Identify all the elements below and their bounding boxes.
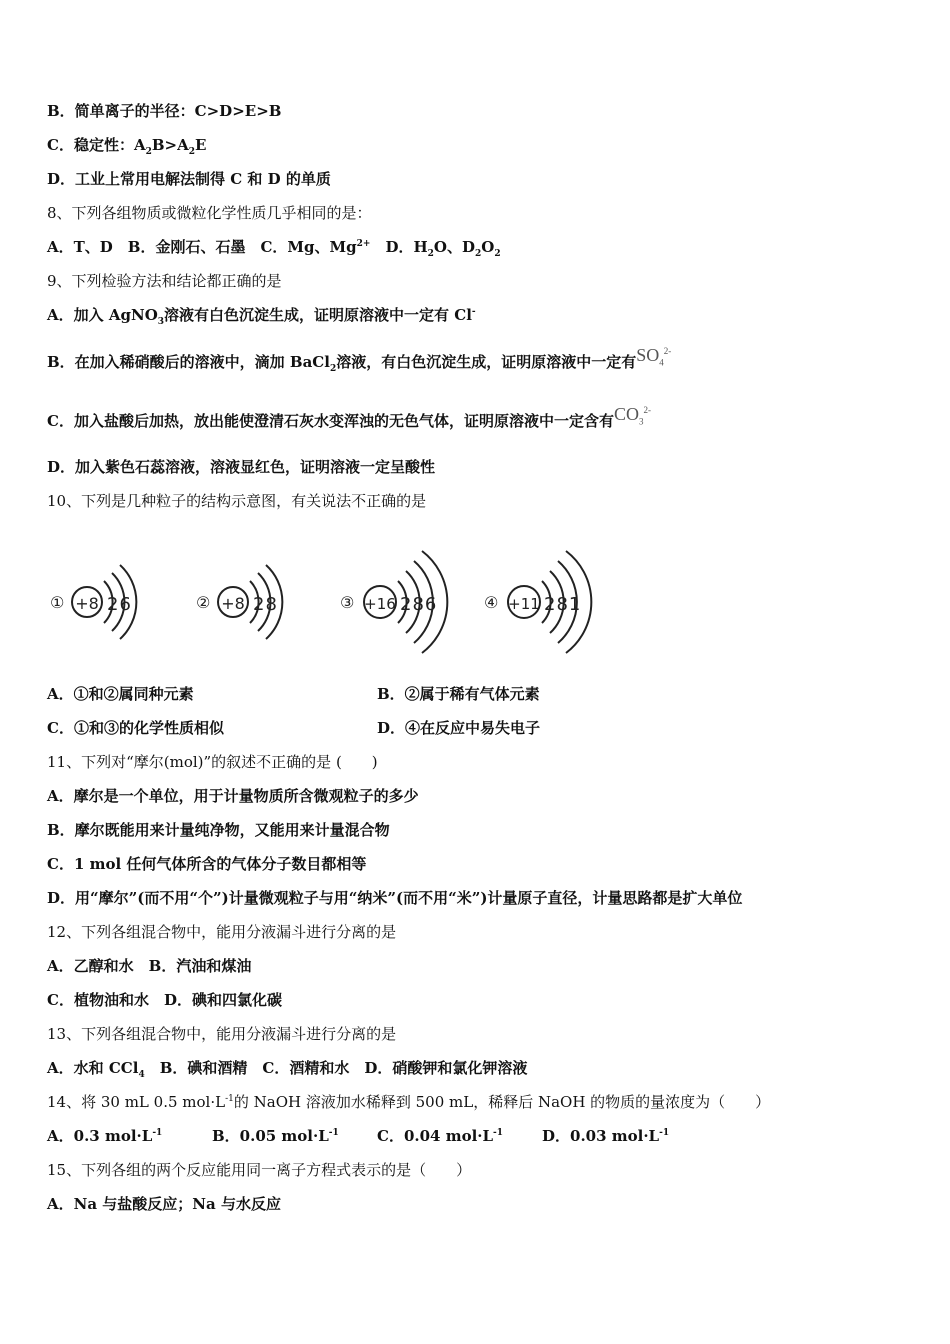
q9-option-a: A．加入 AgNO$_3$溶液有白色沉淀生成，证明原溶液中一定有 Cl- bbox=[47, 306, 476, 327]
atom-3-shells: 286 bbox=[400, 594, 438, 615]
q13-stem: 13、下列各组混合物中，能用分液漏斗进行分离的是 bbox=[47, 1025, 397, 1043]
q12-options-ab: A．乙醇和水 B．汽油和煤油 bbox=[47, 957, 252, 975]
q7-option-b: B．简单离子的半径：C>D>E>B bbox=[47, 102, 282, 120]
q9-option-b: B．在加入稀硝酸后的溶液中，滴加 BaCl$_2$溶液，有白色沉淀生成，证明原溶液中一定有$SO_4^{2-}$ bbox=[47, 345, 672, 374]
atom-4-label: ④ bbox=[484, 593, 499, 612]
atom-1-label: ① bbox=[50, 593, 65, 612]
atom-diagram-2 bbox=[196, 565, 282, 639]
q14-option-c: C．0.04 $mol\cdot L^{-1}$ bbox=[377, 1127, 504, 1145]
atom-2-shells: 28 bbox=[253, 594, 278, 615]
q7-option-d: D．工业上常用电解法制得 C 和 D 的单质 bbox=[47, 170, 331, 188]
q15-option-a: A．Na 与盐酸反应；Na 与水反应 bbox=[47, 1195, 281, 1213]
sulfate-ion: $SO_4^{2-}$ bbox=[636, 345, 672, 368]
q11-option-d: D．用“摩尔”(而不用“个”)计量微观粒子与用“纳米”(而不用“米”)计量原子直径，计量思路都是扩大单位 bbox=[47, 889, 743, 907]
q7-option-c: C．稳定性：$A_2B>A_2E$ bbox=[47, 136, 207, 157]
atom-diagram-1 bbox=[50, 565, 136, 639]
q14-option-b: B．0.05 $mol\cdot L^{-1}$ bbox=[212, 1127, 339, 1145]
q11-option-c: C．1 mol 任何气体所含的气体分子数目都相等 bbox=[47, 855, 367, 873]
q9-option-d: D．加入紫色石蕊溶液，溶液显红色，证明溶液一定呈酸性 bbox=[47, 458, 436, 476]
atom-3-nucleus: +16 bbox=[364, 595, 396, 613]
q11-stem: 11、下列对“摩尔(mol)”的叙述不正确的是 ( ) bbox=[47, 753, 378, 771]
q11-option-a: A．摩尔是一个单位，用于计量物质所含微观粒子的多少 bbox=[47, 787, 419, 805]
q10-option-d: D．④在反应中易失电子 bbox=[377, 719, 541, 737]
q12-stem: 12、下列各组混合物中，能用分液漏斗进行分离的是 bbox=[47, 923, 397, 941]
atom-diagram-4 bbox=[484, 551, 591, 653]
q8-options: A．T、D B．金刚石、石墨 C．Mg、$Mg^{2+}$ D．$H_2O$、$D_2O_2$ bbox=[47, 238, 501, 259]
atomic-structure-diagrams bbox=[44, 545, 604, 665]
q11-option-b: B．摩尔既能用来计量纯净物，又能用来计量混合物 bbox=[47, 821, 390, 839]
q9-option-c: C．加入盐酸后加热，放出能使澄清石灰水变浑浊的无色气体，证明原溶液中一定含有$CO_3^{2-}$ bbox=[47, 404, 651, 430]
q15-stem: 15、下列各组的两个反应能用同一离子方程式表示的是（ ） bbox=[47, 1161, 472, 1179]
atom-1-nucleus: +8 bbox=[75, 594, 99, 613]
q10-option-c: C．①和③的化学性质相似 bbox=[47, 719, 224, 737]
atom-diagram-3 bbox=[340, 551, 447, 653]
q12-options-cd: C．植物油和水 D．碘和四氯化碳 bbox=[47, 991, 282, 1009]
atom-3-label: ③ bbox=[340, 593, 355, 612]
q8-stem: 8、下列各组物质或微粒化学性质几乎相同的是： bbox=[47, 204, 372, 222]
atom-1-shells: 26 bbox=[107, 594, 132, 615]
q14-option-d: D．0.03 $mol\cdot L^{-1}$ bbox=[542, 1127, 670, 1145]
atom-2-label: ② bbox=[196, 593, 211, 612]
q10-stem: 10、下列是几种粒子的结构示意图，有关说法不正确的是 bbox=[47, 492, 427, 510]
q10-options-row1 bbox=[47, 684, 540, 704]
q9-stem: 9、下列检验方法和结论都正确的是 bbox=[47, 272, 282, 290]
atom-4-shells: 281 bbox=[544, 594, 582, 615]
carbonate-ion: $CO_3^{2-}$ bbox=[613, 404, 651, 427]
q10-option-a: A．①和②属同种元素 bbox=[47, 685, 194, 703]
atom-2-nucleus: +8 bbox=[221, 594, 245, 613]
q10-option-b: B．②属于稀有气体元素 bbox=[377, 685, 540, 703]
q14-option-a: A．0.3 $mol\cdot L^{-1}$ bbox=[47, 1127, 163, 1145]
q13-options: A．水和 CCl$_4$ B．碘和酒精 C．酒精和水 D．硝酸钾和氯化钾溶液 bbox=[47, 1059, 528, 1080]
atom-4-nucleus: +11 bbox=[508, 595, 540, 613]
q10-options-row2 bbox=[47, 718, 541, 738]
q14-stem: 14、将 30 mL 0.5 $mol\cdot L^{-1}$的 NaOH 溶液加水稀释到 500 mL，稀释后 NaOH 的物质的量浓度为（ ） bbox=[47, 1093, 771, 1111]
